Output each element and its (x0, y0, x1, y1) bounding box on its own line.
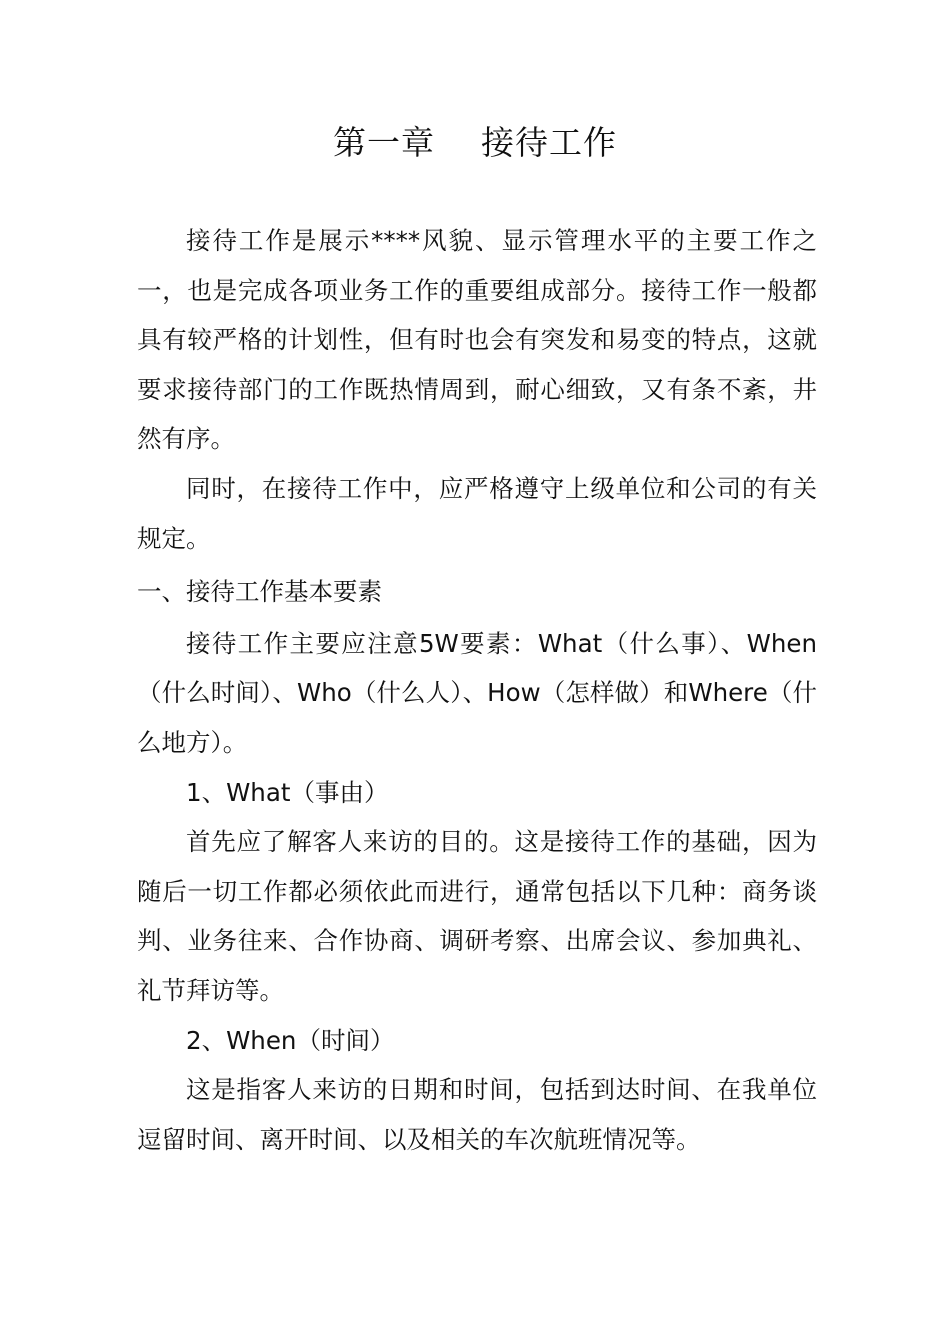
paragraph-regulations: 同时，在接待工作中，应严格遵守上级单位和公司的有关规定。 (137, 473, 817, 553)
item-text-when: 这是指客人来访的日期和时间，包括到达时间、在我单位逗留时间、离开时间、以及相关的车次航班情况等。 (137, 1075, 817, 1154)
paragraph-intro: 接待工作是展示****风貌、显示管理水平的主要工作之一，也是完成各项业务工作的重要组成部分。接待工作一般都具有较严格的计划性，但有时也会有突发和易变的特点，这就要求接待部门的工作既热情周到，耐心细致，又有条不紊，井然有序。 (137, 226, 817, 454)
section-heading: 一、接待工作基本要素 (137, 577, 382, 607)
item-heading-what: 1、What（事由） (186, 777, 389, 807)
item-heading-when: 2、When（时间） (186, 1025, 395, 1055)
item-text-what: 首先应了解客人来访的目的。这是接待工作的基础，因为随后一切工作都必须依此而进行，通常包括以下几种：商务谈判、业务往来、合作协商、调研考察、出席会议、参加典礼、礼节拜访等。 (137, 827, 817, 1005)
section-intro: 接待工作主要应注意5W要素：What（什么事）、When（什么时间）、Who（什么人）、How（怎样做）和Where（什么地方）。 (137, 628, 817, 757)
document-body (137, 216, 817, 1164)
chapter-title: 第一章 接待工作 (333, 123, 617, 162)
